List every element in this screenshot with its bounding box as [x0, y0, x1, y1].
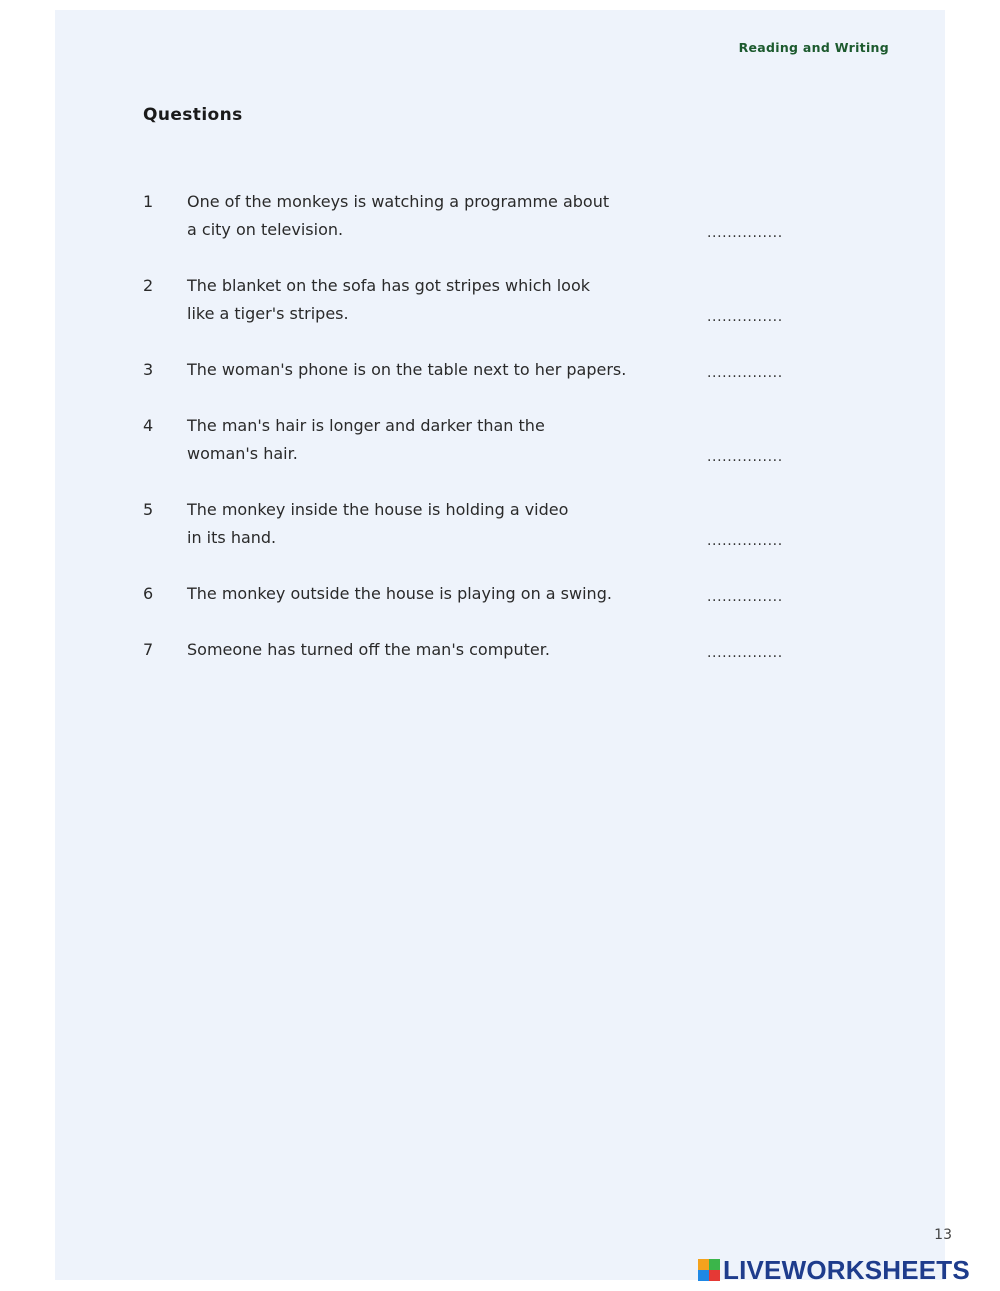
question-text-line: The woman's phone is on the table next to her papers. — [187, 360, 627, 379]
question-item — [143, 188, 843, 244]
question-text-line: The blanket on the sofa has got stripes which look — [187, 276, 591, 295]
question-number: 2 — [143, 276, 154, 295]
question-text-line: like a tiger's stripes. — [187, 304, 349, 323]
question-number: 4 — [143, 416, 154, 435]
page-title: Questions — [143, 105, 243, 125]
answer-blank[interactable]: ............... — [707, 645, 783, 661]
question-item — [143, 272, 843, 328]
question-number: 1 — [143, 192, 154, 211]
question-number: 5 — [143, 500, 154, 519]
answer-blank[interactable]: ............... — [707, 533, 783, 549]
question-number: 6 — [143, 584, 154, 603]
question-text-line: The man's hair is longer and darker than the — [187, 416, 545, 435]
question-text-line: The monkey outside the house is playing on a swing. — [187, 584, 612, 603]
page-number: 13 — [934, 1227, 952, 1243]
answer-blank[interactable]: ............... — [707, 449, 783, 465]
question-item — [143, 580, 843, 608]
question-text-line: One of the monkeys is watching a programme about — [187, 192, 610, 211]
question-item — [143, 496, 843, 552]
answer-blank[interactable]: ............... — [707, 309, 783, 325]
question-item — [143, 356, 843, 384]
worksheet-page — [55, 10, 945, 1280]
liveworksheets-watermark — [698, 1255, 998, 1285]
question-text-line: in its hand. — [187, 528, 277, 547]
question-item — [143, 412, 843, 468]
question-text-line: a city on television. — [187, 220, 344, 239]
question-text-line: The monkey inside the house is holding a video — [187, 500, 569, 519]
question-number: 3 — [143, 360, 154, 379]
section-header: Reading and Writing — [738, 40, 889, 55]
answer-blank[interactable]: ............... — [707, 225, 783, 241]
watermark-text: LIVEWORKSHEETS — [723, 1254, 970, 1285]
question-list — [143, 188, 843, 664]
answer-blank[interactable]: ............... — [707, 589, 783, 605]
answer-blank[interactable]: ............... — [707, 365, 783, 381]
question-text-line: woman's hair. — [187, 444, 298, 463]
question-number: 7 — [143, 640, 154, 659]
question-item — [143, 636, 843, 664]
liveworksheets-logo-icon — [698, 1259, 720, 1281]
question-text-line: Someone has turned off the man's computer. — [187, 640, 550, 659]
